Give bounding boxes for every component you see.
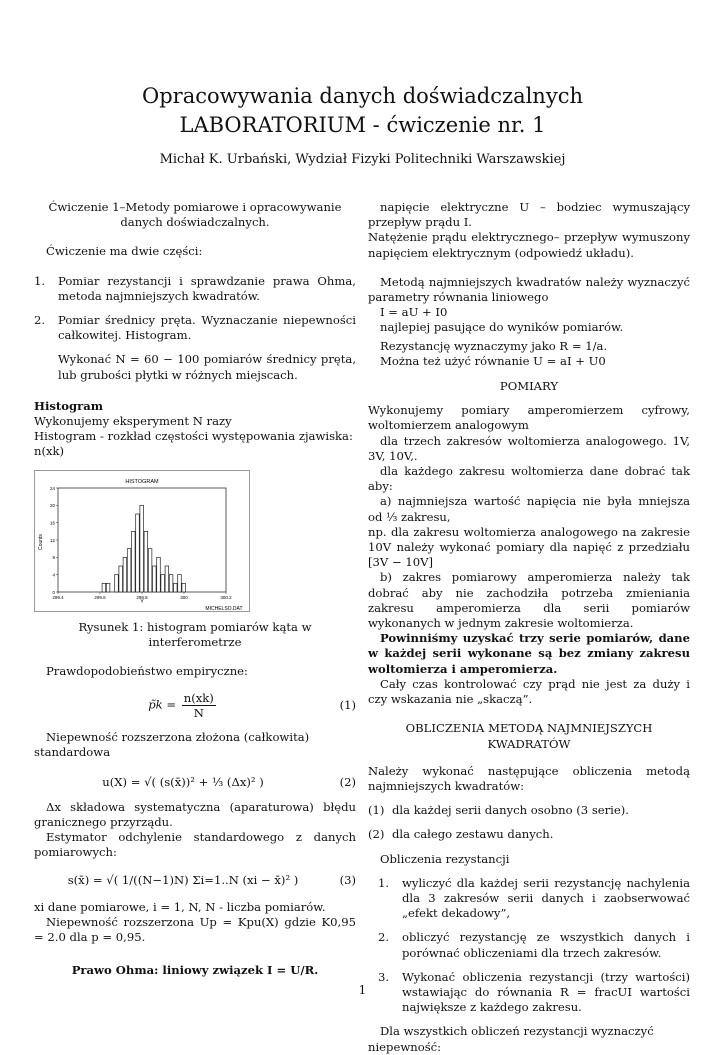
measurements-heading: POMIARY (499, 379, 559, 394)
source-label: MICHELSO.DAT (205, 605, 243, 612)
equation-3 (34, 873, 356, 888)
histogram-bar (144, 531, 148, 592)
histogram-bar (153, 566, 157, 592)
histogram-figure (34, 470, 250, 612)
histogram-bar (148, 548, 152, 591)
uncertainty-text: Niepewność rozszerzona złożona (całkowita) standardowa (34, 730, 310, 760)
x-tick-label: 299.4 (52, 594, 64, 600)
eq2-number: (2) (339, 774, 356, 789)
eq1-denominator: N (193, 706, 204, 721)
measurements-p5: np. dla zakresu woltomierza analogowego na zakresie 10V należy wykonać pomiary dla napięć z przedziału [3V − 10V] (368, 524, 690, 570)
histogram-bar (127, 548, 131, 591)
histogram-bar (102, 583, 106, 592)
resistance-calc-heading: Obliczenia rezystancji (380, 851, 510, 866)
list-item (368, 876, 690, 922)
author-line: Michał K. Urbański, Wydział Fizyki Politechniki Warszawskiej (159, 152, 566, 167)
y-tick-label: 20 (49, 502, 55, 508)
x-axis-label: Y (140, 598, 144, 605)
calculations-heading: OBLICZENIA METODĄ NAJMNIEJSZYCH KWADRATÓW (405, 721, 653, 751)
eq2-body: u(X) = √( (s(x̄))² + ⅓ (Δx)² ) (102, 774, 264, 789)
histogram-bar (106, 583, 110, 592)
y-tick-label: 12 (49, 537, 55, 543)
histogram-bar (119, 566, 123, 592)
eq1-lhs: p̃k = (148, 697, 177, 712)
left-column (34, 200, 356, 979)
histogram-bar (178, 574, 182, 591)
measurements-p4: a) najmniejsza wartość napięcia nie była mniejsza od ⅓ zakresu, (368, 494, 690, 524)
equation-1 (34, 691, 356, 720)
ohm-law-text: Prawo Ohma: liniowy związek I = U/R. (71, 963, 319, 978)
intro-text: Ćwiczenie 1–Metody pomiarowe i opracowywanie danych doświadczalnych. (48, 200, 342, 230)
last-text: Dla wszystkich obliczeń rezystancji wyznaczyć niepewność: (368, 1024, 654, 1054)
list-number: 1. (378, 875, 390, 890)
equation-2 (34, 775, 356, 790)
estimator-text: Estymator odchylenie standardowego z danych pomiarowych: (34, 830, 356, 860)
measurements-p8: Cały czas kontrolować czy prąd nie jest za duży i czy wskazania nie „skaczą”. (368, 676, 690, 707)
eq1-fraction (182, 691, 216, 720)
eq1-number: (1) (339, 698, 356, 713)
probability-text: Prawdopodobieństwo empiryczne: (46, 664, 248, 679)
calculations-intro: Należy wykonać następujące obliczenia metodą najmniejszych kwadratów: (368, 763, 690, 793)
y-axis-label: Counts (38, 533, 44, 550)
list-item (34, 313, 356, 343)
list-text: Pomiar rezystancji i sprawdzanie prawa Ohma, metoda najmniejszych kwadratów. (58, 273, 356, 303)
y-tick-label: 8 (52, 554, 55, 560)
title-line-1: Opracowywania danych doświadczalnych (142, 84, 583, 108)
list-text: Pomiar średnicy pręta. Wyznaczanie niepewności całkowitej. Histogram. (58, 313, 356, 343)
histogram-bar (123, 557, 127, 592)
figure-caption: Rysunek 1: histogram pomiarów kąta w interferometrze (78, 619, 312, 649)
resistance-text: Rezystancję wyznaczymy jako R = 1/a. (380, 338, 608, 353)
list-text: wyliczyć dla każdej serii rezystancję nachylenia dla 3 zakresów serii danych i zaobserwować „efekt dekadowy”, (402, 875, 690, 921)
measurements-p1: Wykonujemy pomiary amperomierzem cyfrowy, woltomierzem analogowym (368, 403, 690, 433)
wykonac-text: Wykonać N = 60 − 100 pomiarów średnicy pręta, lub grubości płytki w różnych miejscach. (58, 352, 356, 382)
method-text: Metodą najmniejszych kwadratów należy wyznaczyć parametry równania liniowego (368, 274, 690, 305)
eq3-number: (3) (339, 872, 356, 887)
histogram-line-1: Wykonujemy eksperyment N razy (34, 414, 232, 429)
linear-equation: I = aU + I0 (380, 305, 448, 320)
list-item (368, 803, 690, 818)
list-text: dla każdej serii danych osobno (3 serie). (392, 803, 629, 818)
x-tick-label: 300 (180, 594, 188, 600)
y-tick-label: 24 (49, 485, 55, 491)
list-number: 1. (34, 273, 46, 288)
histogram-bar (169, 574, 173, 591)
list-item (34, 274, 356, 304)
list-number: 3. (378, 969, 390, 984)
histogram-bar (157, 557, 161, 592)
list-number: (2) (368, 827, 385, 842)
page-number: 1 (358, 983, 367, 997)
x-tick-label: 299.6 (94, 594, 106, 600)
current-text: Natężenie prądu elektrycznego– przepływ wymuszony napięciem elektrycznym (odpowiedź układu). (368, 230, 690, 260)
x-tick-label: 300.2 (220, 594, 232, 600)
list-item (368, 827, 690, 842)
measurements-p7: Powinniśmy uzyskać trzy serie pomiarów, dane w każdej serii wykonane są bez zmiany zakresu woltomierza i amperomierza. (368, 631, 690, 676)
best-fit-text: najlepiej pasujące do wyników pomiarów. (380, 320, 624, 335)
right-column (368, 200, 690, 1055)
histogram-bar (140, 505, 144, 592)
title-line-2: LABORATORIUM - ćwiczenie nr. 1 (179, 113, 546, 137)
chart-title: HISTOGRAM (125, 478, 159, 485)
list-text: obliczyć rezystancję ze wszystkich danych i porównać obliczeniami dla trzech zakresów. (402, 930, 690, 960)
eq3-body: s(x̄) = √( 1/((N−1)N) Σi=1..N (xi − x̄)² ) (67, 872, 299, 887)
histogram-heading: Histogram (34, 398, 103, 413)
histogram-bar (115, 574, 119, 591)
list-item (368, 930, 690, 960)
list-text: Wykonać obliczenia rezystancji (trzy wartości) wstawiając do równania R = fracUI wartości największe z każdego zakresu. (402, 969, 690, 1015)
up-text: Niepewność rozszerzona Up = Kpu(X) gdzie K0,95 = 2.0 dla p = 0,95. (34, 915, 356, 945)
measurements-p3: dla każdego zakresu woltomierza dane dobrać tak aby: (368, 464, 690, 494)
xi-text: xi dane pomiarowe, i = 1, N, N - liczba pomiarów. (34, 899, 326, 914)
list-number: 2. (34, 313, 46, 328)
histogram-bar (161, 574, 165, 591)
parts-text: Ćwiczenie ma dwie części: (46, 244, 203, 259)
eq1-numerator: n(xk) (183, 691, 214, 706)
histogram-chart (34, 470, 250, 612)
x-tick-label: 299.8 (136, 594, 148, 600)
histogram-line-2: Histogram - rozkład częstości występowania zjawiska: n(xk) (34, 429, 353, 459)
alt-equation-text: Można też użyć równanie U = aI + U0 (380, 353, 606, 368)
equation-1-body (34, 691, 332, 720)
y-tick-label: 0 (52, 589, 55, 595)
y-tick-label: 16 (49, 520, 55, 526)
histogram-bar (182, 583, 186, 592)
measurements-p2: dla trzech zakresów woltomierza analogowego. 1V, 3V, 10V,. (368, 433, 690, 463)
list-number: 2. (378, 930, 390, 945)
histogram-bar (174, 583, 178, 592)
histogram-bar (165, 566, 169, 592)
histogram-bar (136, 514, 140, 592)
measurements-p6: b) zakres pomiarowy amperomierza należy tak dobrać aby nie zachodziła potrzeba zmieniania zakresu amperomierza dla serii pomiarów wykonanych w jednym zakresie woltomierza. (368, 570, 690, 631)
list-text: dla całego zestawu danych. (392, 827, 554, 842)
list-number: (1) (368, 803, 385, 818)
histogram-bar (132, 531, 136, 592)
y-tick-label: 4 (52, 572, 55, 578)
voltage-text: napięcie elektryczne U – bodziec wymuszający przepływ prądu I. (368, 200, 690, 230)
dx-text: Δx składowa systematyczna (aparaturowa) błędu granicznego przyrządu. (34, 799, 356, 830)
